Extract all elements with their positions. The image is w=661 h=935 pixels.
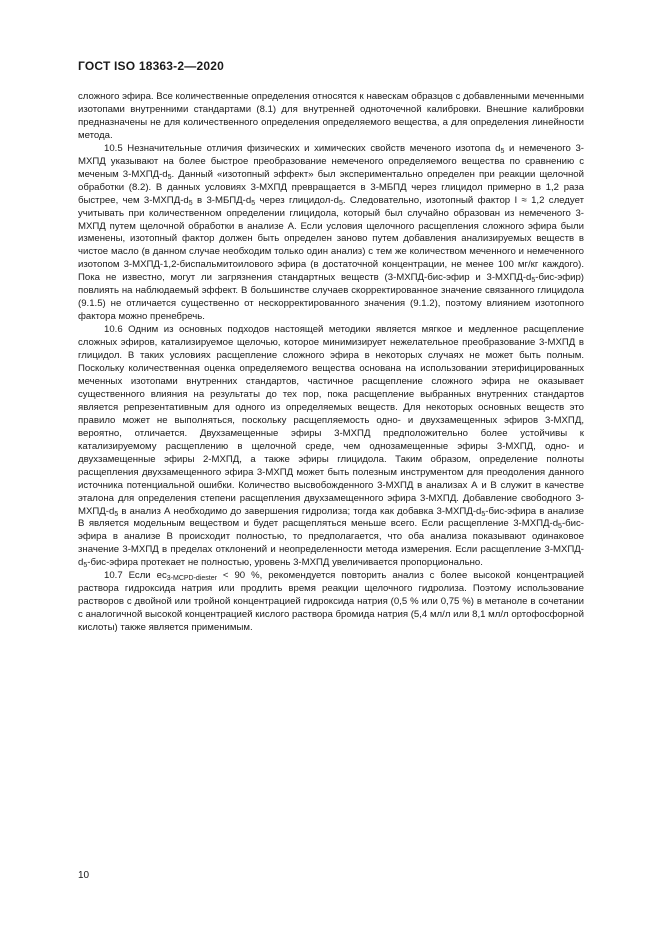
- paragraph-continuation: сложного эфира. Все количественные определения относятся к навескам образцов с добавленными меченными изотопами внутренними стандартами (8.1) для внутренней одноточечной калибровки. Внешние калибровки предназначены не для количественного определения определяемого вещества, а для определения линейности метода.: [78, 91, 584, 141]
- subscript: 5: [558, 523, 562, 531]
- text-run: -бис-эфира протекает не полностью, уровень 3-МХПД увеличивается пропорционально.: [87, 557, 483, 569]
- text-run: 10.6 Одним из основных подходов настоящей методики является мягкое и медленное расщепление сложных эфиров, катализируемое щелочью, которое минимизирует нежелательное преобразование 3-МХПД в глицидол. В таких условиях расщепление сложного эфира в некоторых случаях не может быть полным. Поскольку количественная оценка определяемого вещества основана на использовании этерифицированных меченных изотопами внутренних стандартов, частичное расщепление сложного эфира не оказывает существенного влияния на результаты до тех пор, пока расщепление выбранных внутренних стандартов является репрезентативным для одного из определяемых веществ. Для некоторых основных веществ это правило может не выполняться, поскольку расщепляемость одно- и двухзамещенных эфиров 3-МХПД, вероятно, отличается. Двухзамещенные эфиры 3-МХПД предположительно более устойчивы к катализируемому расщеплению в щелочной среде, чем однозамещенные эфиры 3-МХПД, одно- и двухзамещенные эфиры 2-МХПД, а также эфиры глицидола. Таким образом, определение полноты расщепления двухзамещенного эфира 3-МХПД может быть полезным инструментом для преодоления данного источника потенциальной ошибки. Количество высвобожденного 3-МХПД в анализах А и В служит в качестве эталона для определения степени расщепления двухзамещенного эфира 3-МХПД. Добавление свободного 3-МХПД-d: [78, 324, 584, 517]
- document-body: [78, 91, 584, 635]
- text-run: в 3-МБПД-d: [192, 194, 252, 206]
- text-run: -бис-эфир) повлиять на наблюдаемый эффект. В большинстве случаев скорректированное значение связанного глицидола (9.1.5) не отличается существенно от нескорректированного значения (9.1.2), поэтому влиянием изотопного фактора можно пренебречь.: [78, 272, 584, 323]
- subscript: 5: [481, 510, 486, 518]
- text-run: 10.5 Незначительные отличия физических и химических свойств меченого изотопа d: [104, 142, 501, 154]
- subscript: 5: [500, 147, 505, 155]
- text-run: в анализ А необходимо до завершения гидролиза; тогда как добавка 3-МХПД-d: [118, 505, 482, 517]
- subscript: 5: [167, 173, 172, 181]
- subscript: 5: [83, 562, 88, 570]
- text-run: и немеченого 3-МХПД указывают на более быстрое преобразование немеченого определяемого вещества по сравнению с меченым 3-МХПД-d: [78, 142, 584, 180]
- text-run: через глицидол-d: [255, 194, 339, 206]
- subscript: 5: [531, 277, 536, 285]
- document-header: ГОСТ ISO 18363-2—2020: [78, 59, 224, 73]
- subscript: 5: [251, 199, 256, 207]
- text-run: -бис-эфира в анализе В происходит полностью, то предполагается, что оба анализа показывают одинаковое значение 3-МХПД в пределах отклонений и неопределенности метода измерения. Если расщепление 3-МХПД-d: [78, 518, 584, 569]
- paragraph-10-7: [78, 570, 584, 635]
- subscript: 5: [338, 199, 343, 207]
- page-number: 10: [78, 870, 90, 881]
- paragraph-10-6: [78, 324, 584, 570]
- text-run: -бис-эфира в анализе В является модельным веществом и будет расщепляться меньше всего. Если расщепление 3-МХПД-d: [78, 505, 584, 530]
- paragraph-10-5: [78, 143, 584, 324]
- subscript: 5: [188, 199, 193, 207]
- text-run: < 90 %, рекомендуется повторить анализ с более высокой концентрацией раствора гидроксида натрия или продлить время реакции щелочного гидролиза. Поэтому использование растворов с двойной или тройной концентрацией гидроксида натрия (0,5 % или 0,75 %) в метаноле в сочетании с аналогичной высокой концентрацией кислого раствора бромида натрия (5,4 мл/л или 8,1 мл/л ортофосфорной кислоты) также является применимым.: [78, 570, 584, 634]
- text-run: . Данный «изотопный эффект» был экспериментально определен при реакции щелочной обработки (8.2). В данных условиях 3-МХПД превращается в 3-МБПД через глицидол примерно в 1,2 раза быстрее, чем 3-МХПД-d: [78, 168, 584, 206]
- text-run: . Следовательно, изотопный фактор I ≈ 1,2 следует учитывать при количественном определении глицидола, который был случайно образован из немеченого 3-МХПД путем щелочной обработки в анализе А. Если условия щелочного расщепления сложного эфира были изменены, изотопный фактор должен быть определен заново путем добавления анализируемых веществ в чистое масло (в данном случае необходим только один анализ) с тем же количеством меченного и немеченного изотопом 3-МХПД-1,2-биспальмитоилового эфира (в достаточной концентрации, не менее 100 мг/кг каждого). Пока не известно, могут ли загрязнения стандартных веществ (3-МХПД-бис-эфир и 3-МХПД-d: [78, 194, 585, 284]
- text-run: 10.7 Если ec: [104, 570, 167, 582]
- subscript: 3-MCPD-diester: [166, 575, 217, 583]
- subscript: 5: [114, 510, 119, 518]
